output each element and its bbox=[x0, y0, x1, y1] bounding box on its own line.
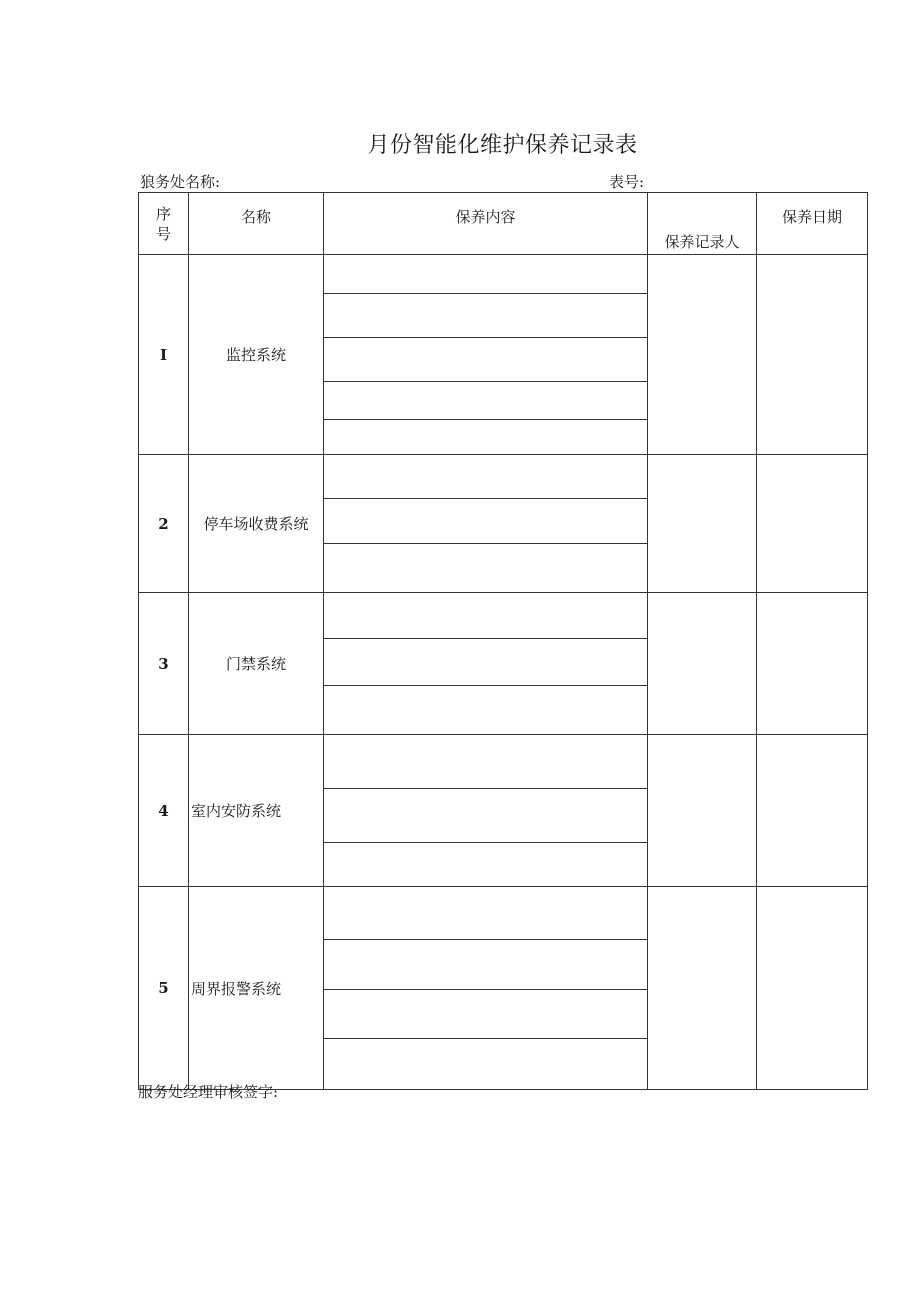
content-cell[interactable] bbox=[324, 455, 648, 499]
row-seq: 4 bbox=[139, 735, 189, 887]
recorder-cell[interactable] bbox=[648, 735, 757, 887]
row-system-name: 室内安防系统 bbox=[189, 735, 324, 887]
content-cell[interactable] bbox=[324, 686, 648, 735]
document-title: 月份智能化维护保养记录表 bbox=[367, 133, 638, 158]
row-system-name: 监控系统 bbox=[189, 255, 324, 455]
office-name-label: 狼务处名称: bbox=[140, 173, 221, 191]
row-system-name: 门禁系统 bbox=[189, 593, 324, 735]
header-seq-line1: 序 bbox=[155, 204, 171, 223]
content-cell[interactable] bbox=[324, 735, 648, 789]
manager-signature-label: 服务处经理审核签字: bbox=[138, 1083, 279, 1101]
table-row bbox=[139, 593, 868, 639]
date-cell[interactable] bbox=[757, 255, 868, 455]
content-cell[interactable] bbox=[324, 990, 648, 1039]
content-cell[interactable] bbox=[324, 544, 648, 593]
recorder-cell[interactable] bbox=[648, 887, 757, 1090]
date-cell[interactable] bbox=[757, 735, 868, 887]
table-row bbox=[139, 255, 868, 294]
header-seq bbox=[139, 193, 189, 255]
recorder-cell[interactable] bbox=[648, 593, 757, 735]
date-cell[interactable] bbox=[757, 593, 868, 735]
header-content: 保养内容 bbox=[324, 193, 648, 255]
content-cell[interactable] bbox=[324, 338, 648, 382]
content-cell[interactable] bbox=[324, 887, 648, 940]
table-row bbox=[139, 887, 868, 940]
row-seq: I bbox=[139, 255, 189, 455]
header-seq-line2: 号 bbox=[155, 224, 171, 243]
header-recorder: 保养记录人 bbox=[648, 193, 757, 255]
table-row bbox=[139, 455, 868, 499]
content-cell[interactable] bbox=[324, 789, 648, 843]
header-date: 保养日期 bbox=[757, 193, 868, 255]
row-system-name: 停车场收费系统 bbox=[189, 455, 324, 593]
content-cell[interactable] bbox=[324, 1039, 648, 1090]
content-cell[interactable] bbox=[324, 843, 648, 887]
header-name: 名称 bbox=[189, 193, 324, 255]
recorder-cell[interactable] bbox=[648, 255, 757, 455]
content-cell[interactable] bbox=[324, 382, 648, 420]
content-cell[interactable] bbox=[324, 639, 648, 686]
row-seq: 5 bbox=[139, 887, 189, 1090]
date-cell[interactable] bbox=[757, 455, 868, 593]
maintenance-record-table bbox=[138, 192, 868, 1090]
content-cell[interactable] bbox=[324, 420, 648, 455]
table-header-row bbox=[139, 193, 868, 255]
recorder-cell[interactable] bbox=[648, 455, 757, 593]
date-cell[interactable] bbox=[757, 887, 868, 1090]
content-cell[interactable] bbox=[324, 940, 648, 990]
row-seq: 3 bbox=[139, 593, 189, 735]
content-cell[interactable] bbox=[324, 294, 648, 338]
content-cell[interactable] bbox=[324, 499, 648, 544]
form-number-label: 表号: bbox=[609, 173, 645, 191]
row-system-name: 周界报警系统 bbox=[189, 887, 324, 1090]
table-row bbox=[139, 735, 868, 789]
content-cell[interactable] bbox=[324, 593, 648, 639]
content-cell[interactable] bbox=[324, 255, 648, 294]
row-seq: 2 bbox=[139, 455, 189, 593]
